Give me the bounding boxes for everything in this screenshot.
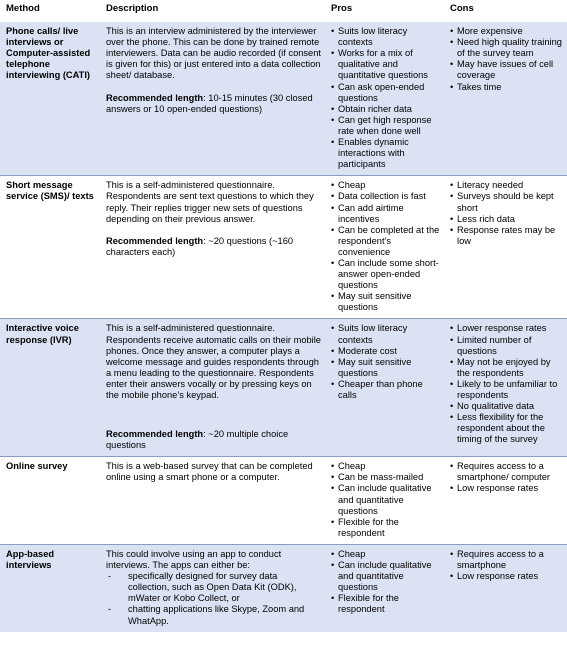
- description-text: This is a self-administered questionnaire. Respondents are sent text questions to which they reply. Their replies trigger new sets of questions depending on their previous answer.: [106, 180, 314, 224]
- recommended-value: : ~20 multiple choice questions: [106, 429, 289, 451]
- cons-list: [450, 549, 563, 582]
- recommended-label: Recommended length: [106, 92, 204, 103]
- list-item: • Low response rates: [450, 571, 563, 582]
- table-row: [0, 176, 567, 319]
- list-item: • Works for a mix of qualitative and quantitative questions: [331, 48, 440, 81]
- description-text: This is an interview administered by the interviewer over the phone. This can be done by trained remote interviewers. Data can be audio recorded (if consent is given for this) or just entered into a data collection sheet/ database.: [106, 26, 321, 81]
- list-item: • Flexible for the respondent: [331, 593, 440, 615]
- pros-list: [331, 26, 440, 170]
- list-item: • Takes time: [450, 82, 563, 93]
- method-cell: App-based interviews: [0, 544, 100, 631]
- pros-cell: [325, 544, 444, 631]
- list-item: • Can include qualitative and quantitative questions: [331, 483, 440, 516]
- pros-list: [331, 461, 440, 539]
- cons-list: [450, 180, 563, 247]
- header-description: Description: [100, 0, 325, 22]
- pros-list: [331, 180, 440, 313]
- list-item: • Obtain richer data: [331, 104, 440, 115]
- description-cell: [100, 319, 325, 457]
- list-item: • Low response rates: [450, 483, 563, 494]
- list-item: • Requires access to a smartphone/ computer: [450, 461, 563, 483]
- pros-cell: [325, 457, 444, 545]
- list-item: • Data collection is fast: [331, 191, 440, 202]
- table-row: [0, 457, 567, 545]
- header-row: [0, 0, 567, 22]
- list-item: • No qualitative data: [450, 401, 563, 412]
- list-item: • Can include qualitative and quantitative questions: [331, 560, 440, 593]
- list-item: • Cheaper than phone calls: [331, 379, 440, 401]
- description-text: This is a self-administered questionnaire. Respondents receive automatic calls on their mobile phones. Once they answer, a computer plays a welcome message and guides respondents through a menu leading to the questionnaire. Respondents enter their answers vocally or by pressing keys on the mobile phone’s keypad.: [106, 323, 321, 400]
- list-item: • Can be completed at the respondent’s convenience: [331, 225, 440, 258]
- table-row: [0, 22, 567, 176]
- list-item: • Cheap: [331, 549, 440, 560]
- header-pros: Pros: [325, 0, 444, 22]
- list-item: - chatting applications like Skype, Zoom and WhatApp.: [106, 604, 321, 626]
- list-item: • Likely to be unfamiliar to respondents: [450, 379, 563, 401]
- list-item: • Can include some short-answer open-ended questions: [331, 258, 440, 291]
- cons-list: [450, 323, 563, 445]
- list-item: • Cheap: [331, 461, 440, 472]
- cons-cell: [444, 176, 567, 319]
- recommended-label: Recommended length: [106, 235, 204, 246]
- list-item: • More expensive: [450, 26, 563, 37]
- list-item: • May have issues of cell coverage: [450, 59, 563, 81]
- cons-cell: [444, 22, 567, 176]
- method-cell: Short message service (SMS)/ texts: [0, 176, 100, 319]
- list-item: • Literacy needed: [450, 180, 563, 191]
- cons-cell: [444, 544, 567, 631]
- list-item: • Can add airtime incentives: [331, 203, 440, 225]
- list-item: - specifically designed for survey data collection, such as Open Data Kit (ODK), mWater or Kobo Collect, or: [106, 571, 321, 604]
- pros-cell: [325, 22, 444, 176]
- description-cell: [100, 457, 325, 545]
- recommended-value: : ~20 questions (~160 characters each): [106, 235, 294, 257]
- header-cons: Cons: [444, 0, 567, 22]
- list-item: • Flexible for the respondent: [331, 517, 440, 539]
- description-cell: [100, 176, 325, 319]
- recommended-length: [106, 429, 321, 451]
- list-item: • Less flexibility for the respondent about the timing of the survey: [450, 412, 563, 445]
- list-item: • Suits low literacy contexts: [331, 26, 440, 48]
- description-text: This is a web-based survey that can be completed online using a smart phone or a computer.: [106, 461, 313, 483]
- pros-cell: [325, 176, 444, 319]
- list-item: • Enables dynamic interactions with participants: [331, 137, 440, 170]
- header-method: Method: [0, 0, 100, 22]
- list-item: • Need high quality training of the survey team: [450, 37, 563, 59]
- list-item: • Moderate cost: [331, 346, 440, 357]
- list-item: • Can ask open-ended questions: [331, 82, 440, 104]
- method-cell: Interactive voice response (IVR): [0, 319, 100, 457]
- list-item: • Surveys should be kept short: [450, 191, 563, 213]
- cons-list: [450, 461, 563, 494]
- list-item: • Requires access to a smartphone: [450, 549, 563, 571]
- pros-list: [331, 323, 440, 401]
- list-item: • Response rates may be low: [450, 225, 563, 247]
- list-item: • May suit sensitive questions: [331, 291, 440, 313]
- cons-cell: [444, 457, 567, 545]
- description-text: This could involve using an app to conduct interviews. The apps can either be:: [106, 548, 282, 571]
- list-item: • May suit sensitive questions: [331, 357, 440, 379]
- list-item: • Lower response rates: [450, 323, 563, 334]
- list-item: • Can get high response rate when done well: [331, 115, 440, 137]
- table-row: [0, 319, 567, 457]
- description-cell: [100, 544, 325, 631]
- method-cell: Phone calls/ live interviews or Computer-assisted telephone interviewing (CATI): [0, 22, 100, 176]
- list-item: • Limited number of questions: [450, 335, 563, 357]
- table-row: [0, 544, 567, 631]
- recommended-label: Recommended length: [106, 429, 204, 440]
- cons-cell: [444, 319, 567, 457]
- pros-list: [331, 549, 440, 616]
- cons-list: [450, 26, 563, 93]
- app-examples-list: [106, 571, 321, 626]
- spacer: [106, 401, 321, 418]
- list-item: • Suits low literacy contexts: [331, 323, 440, 345]
- recommended-length: [106, 236, 321, 258]
- pros-cell: [325, 319, 444, 457]
- recommended-length: [106, 93, 321, 115]
- list-item: • Can be mass-mailed: [331, 472, 440, 483]
- list-item: • May not be enjoyed by the respondents: [450, 357, 563, 379]
- list-item: • Less rich data: [450, 214, 563, 225]
- list-item: • Cheap: [331, 180, 440, 191]
- description-cell: [100, 22, 325, 176]
- recommended-value: : 10-15 minutes (30 closed answers or 10 open-ended questions): [106, 92, 313, 114]
- method-cell: Online survey: [0, 457, 100, 545]
